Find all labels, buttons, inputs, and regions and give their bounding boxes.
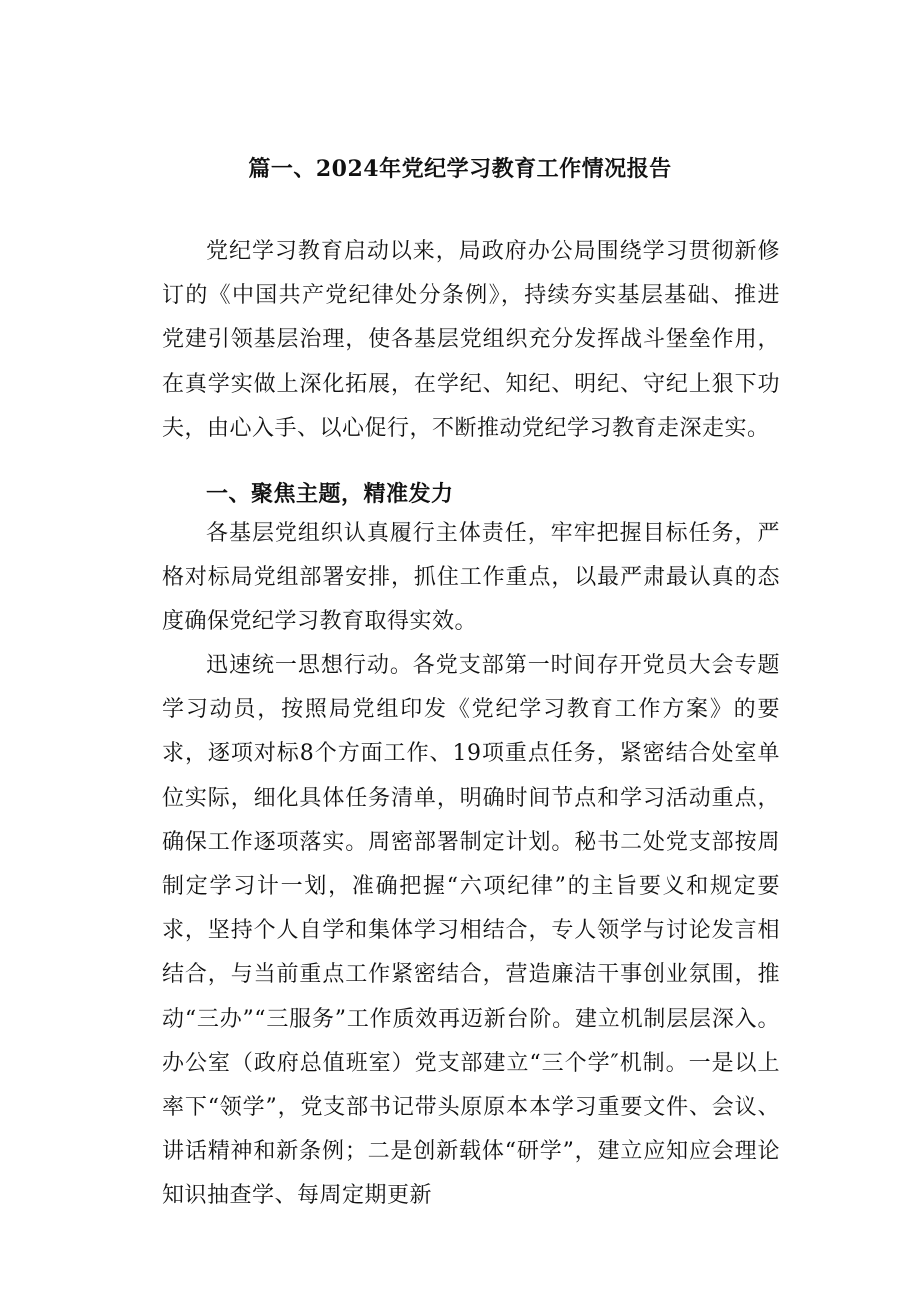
document-title: 篇一、2024年党纪学习教育工作情况报告 [248, 156, 672, 182]
section-paragraph-2: 迅速统一思想行动。各党支部第一时间存开党员大会专题学习动员，按照局党组印发《党纪学习教育工作方案》的要求，逐项对标8个方面工作、19项重点任务，紧密结合处室单位实际，细化具体任务清单，明确时间节点和学习活动重点，确保工作逐项落实。周密部署制定计划。秘书二处党支部按周制定学习计一划，准确把握“六项纪律”的主旨要义和规定要求，坚持个人自学和集体学习相结合，专人领学与讨论发言相结合，与当前重点工作紧密结合，营造廉洁干事创业氛围，推动“三办”“三服务”工作质效再迈新台阶。建立机制层层深入。办公室（政府总值班室）党支部建立“三个学″机制。一是以上率下“领学”，党支部书记带头原原本本学习重要文件、会议、讲话精神和新条例；二是创新载体“研学”，建立应知应会理论知识抽查学、每周定期更新 [162, 653, 780, 1209]
section-heading: 一、聚焦主题，精准发力 [206, 481, 454, 507]
intro-paragraph: 党纪学习教育启动以来，局政府办公局围绕学习贯彻新修订的《中国共产党纪律处分条例》，持续夯实基层基础、推进党建引领基层治理，使各基层党组织充分发挥战斗堡垒作用，在真学实做上深化拓展，在学纪、知纪、明纪、守纪上狠下功夫，由心入手、以心促行，不断推动党纪学习教育走深走实。 [162, 239, 780, 441]
section-paragraph-1: 各基层党组织认真履行主体责任，牢牢把握目标任务，严格对标局党组部署安排，抓住工作重点，以最严肃最认真的态度确保党纪学习教育取得实效。 [162, 521, 780, 635]
